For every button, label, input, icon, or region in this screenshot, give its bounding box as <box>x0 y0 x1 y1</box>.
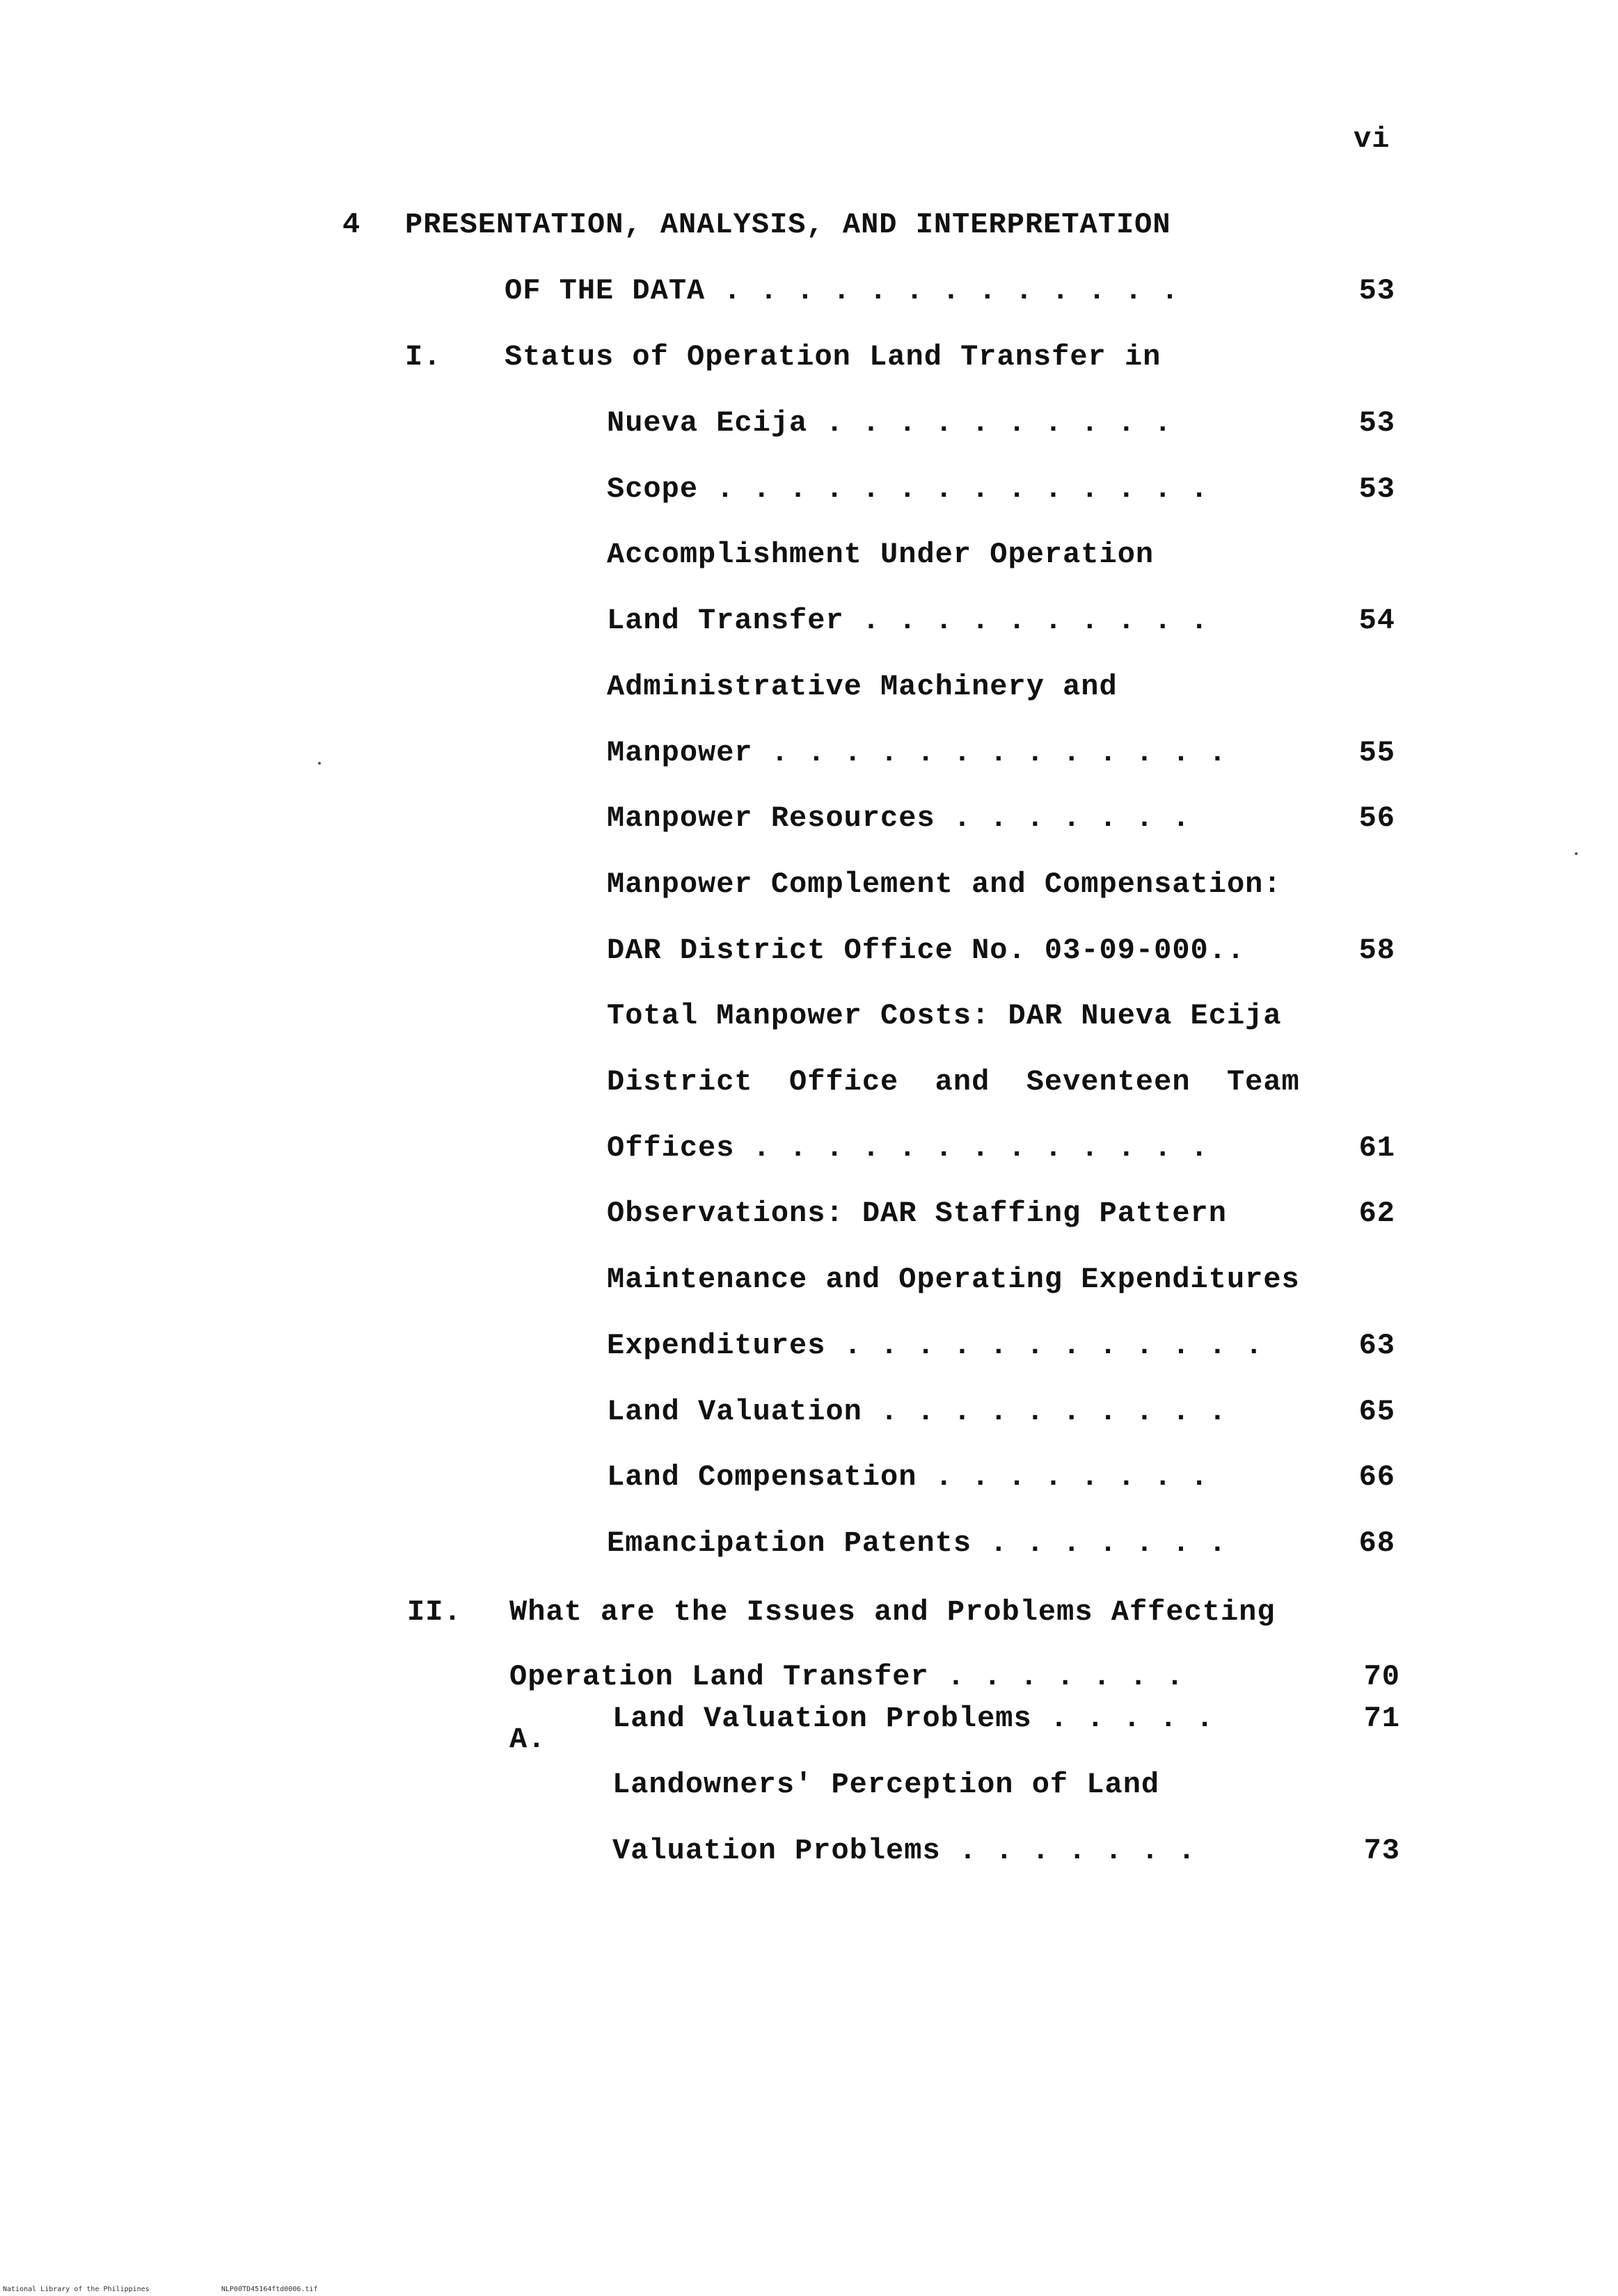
footer-library: National Library of the Philippines <box>3 2286 150 2293</box>
section-1-title: Status of Operation Land Transfer in <box>505 340 1161 374</box>
toc-entry-text: Expenditures . . . . . . . . . . . . <box>607 1328 1264 1362</box>
toc-entry-text: Offices . . . . . . . . . . . . . <box>607 1131 1209 1165</box>
toc-entry-page: 58 <box>1358 933 1395 967</box>
subsection-a-letter: A. <box>509 1723 546 1756</box>
toc-entry-page: 55 <box>1358 735 1395 770</box>
toc-entry-page: 56 <box>1358 802 1395 836</box>
toc-entry-text: DAR District Office No. 03-09-000.. <box>607 933 1246 967</box>
toc-entry-text: Landowners' Perception of Land <box>612 1768 1160 1801</box>
scan-speck <box>318 762 321 765</box>
toc-entry-text: District Office and Seventeen Team <box>607 1065 1300 1099</box>
toc-entry-page: 53 <box>1358 406 1395 440</box>
toc-entry-text: Administrative Machinery and <box>607 669 1118 703</box>
toc-entry-text: Manpower Complement and Compensation: <box>607 867 1282 901</box>
toc-entry-page: 53 <box>1358 472 1395 506</box>
toc-entry-page: 54 <box>1358 604 1395 638</box>
scan-speck <box>1575 852 1578 855</box>
chapter-title-line1: PRESENTATION, ANALYSIS, AND INTERPRETATION <box>405 208 1171 241</box>
toc-entry-text: Accomplishment Under Operation <box>607 538 1155 572</box>
toc-entry-text: Land Transfer . . . . . . . . . . <box>607 604 1209 638</box>
toc-entry-text: Land Compensation . . . . . . . . <box>607 1460 1209 1494</box>
footer-file: NLP00TD45164ftd0006.tif <box>221 2286 318 2293</box>
toc-entry-text: Scope . . . . . . . . . . . . . . <box>607 472 1209 506</box>
toc-entry-text: Land Valuation . . . . . . . . . . <box>607 1394 1227 1428</box>
toc-entry-page: 62 <box>1358 1197 1395 1231</box>
toc-entry-text: Observations: DAR Staffing Pattern <box>607 1197 1227 1231</box>
chapter-page: 53 <box>1358 274 1395 308</box>
section-1-numeral: I. <box>405 340 442 374</box>
toc-entry-page: 66 <box>1358 1460 1395 1494</box>
toc-entry-page: 73 <box>1363 1834 1400 1867</box>
section-2-numeral: II. <box>407 1595 462 1629</box>
toc-entry-text: Nueva Ecija . . . . . . . . . . <box>607 406 1173 440</box>
section-2-title-line1: What are the Issues and Problems Affecting <box>509 1595 1276 1629</box>
toc-entry-page: 68 <box>1358 1526 1395 1560</box>
chapter-title-line2: OF THE DATA . . . . . . . . . . . . . <box>505 274 1180 308</box>
subsection-a-title: Land Valuation Problems . . . . . <box>612 1702 1214 1735</box>
toc-entry-text: Manpower . . . . . . . . . . . . . <box>607 735 1227 770</box>
toc-entry-page: 65 <box>1358 1394 1395 1428</box>
subsection-a-page: 71 <box>1363 1702 1400 1735</box>
chapter-number: 4 <box>342 208 361 241</box>
toc-entry-page: 63 <box>1358 1328 1395 1362</box>
toc-entry-text: Manpower Resources . . . . . . . <box>607 802 1191 836</box>
section-2-page: 70 <box>1363 1660 1400 1693</box>
section-2-title-line2: Operation Land Transfer . . . . . . . <box>509 1660 1184 1693</box>
toc-entry-text: Valuation Problems . . . . . . . <box>612 1834 1196 1867</box>
toc-entry-text: Emancipation Patents . . . . . . . <box>607 1526 1227 1560</box>
page-number: vi <box>1354 122 1390 156</box>
toc-entry-text: Total Manpower Costs: DAR Nueva Ecija <box>607 999 1282 1033</box>
toc-entry-text: Maintenance and Operating Expenditures <box>607 1263 1300 1297</box>
toc-entry-page: 61 <box>1358 1131 1395 1165</box>
